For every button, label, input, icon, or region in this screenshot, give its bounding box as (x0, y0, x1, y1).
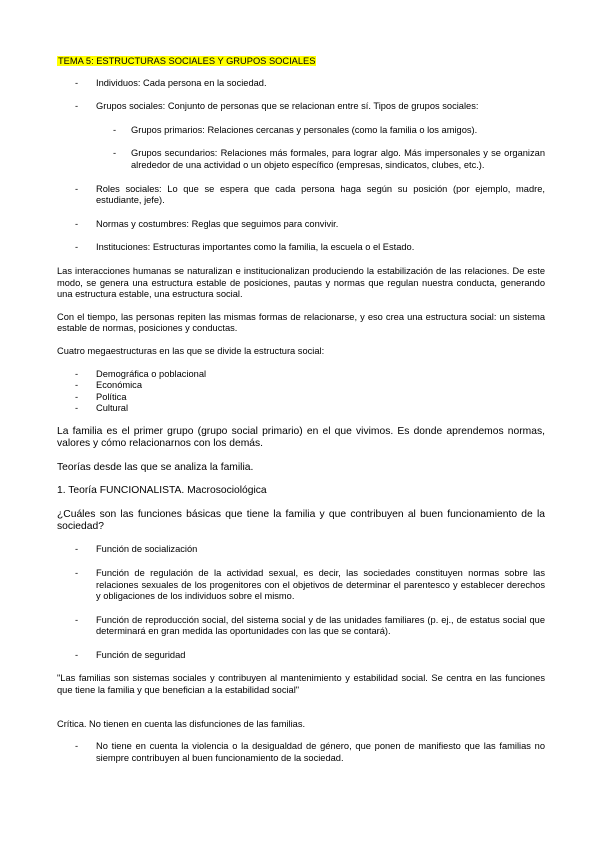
list-item: - Roles sociales: Lo que se espera que cada persona haga según su posición (por ejemplo, madre, estudiante, jefe). (75, 183, 545, 206)
list-item: - No tiene en cuenta la violencia o la desigualdad de género, que ponen de manifiesto que las familias no siempre contribuyen al buen funcionamiento de la sociedad. (75, 741, 545, 763)
paragraph: Con el tiempo, las personas repiten las mismas formas de relacionarse, y eso crea una estructura social: un sistema estable de normas, posiciones y conductas. (57, 311, 545, 334)
megaestructuras-list (57, 369, 545, 415)
question: ¿Cuáles son las funciones básicas que tiene la familia y que contribuyen al buen funcionamiento de la sociedad? (57, 508, 545, 532)
sub-list-item: - Grupos secundarios: Relaciones más formales, para lograr algo. Más impersonales y se organizan alrededor de una actividad o un objeto específico (empresas, sindicatos, clubes, etc.). (113, 148, 545, 170)
list-item: - Función de reproducción social, del sistema social y de las unidades familiares (p. ej., de estatus social que determinará en gran medida las oportunidades con las que se contará). (75, 614, 545, 637)
paragraph: La familia es el primer grupo (grupo social primario) en el que vivimos. Es donde aprendemos normas, valores y cómo relacionarnos con los demás. (57, 425, 545, 450)
document-title: TEMA 5: ESTRUCTURAS SOCIALES Y GRUPOS SOCIALES (58, 56, 316, 66)
list-item: - Función de regulación de la actividad sexual, es decir, las sociedades constituyen normas sobre las relaciones sexuales de los progenitores con el objetivos de determinar el parentesco y establecer derechos y obligaciones de los individuos sobre el mismo. (75, 567, 545, 602)
list-item: - Demográfica o poblacional (75, 368, 207, 379)
section-heading: 1. Teoría FUNCIONALISTA. Macrosociológica (57, 485, 267, 497)
document-page (57, 56, 545, 776)
list-item: - Económica (75, 380, 142, 391)
paragraph: Cuatro megaestructuras en las que se divide la estructura social: (57, 345, 325, 356)
list-item: - Política (75, 391, 127, 402)
list-item: - Grupos sociales: Conjunto de personas que se relacionan entre sí. Tipos de grupos sociales: (75, 101, 479, 112)
paragraph: Crítica. No tienen en cuenta las disfunciones de las familias. (57, 718, 306, 729)
quote: "Las familias son sistemas sociales y contribuyen al mantenimiento y estabilidad social. Se centra en las funciones que tiene la familia y que benefician a la estabilidad social" (57, 673, 545, 696)
paragraph: Las interacciones humanas se naturalizan e institucionalizan produciendo la estabilización de las relaciones. De este modo, se genera una estructura estable de posiciones, pautas y normas que regulan nuestra conducta, generando una estructura estable, una estructura social. (57, 265, 545, 300)
list-item: - Normas y costumbres: Reglas que seguimos para convivir. (75, 218, 339, 229)
list-item: - Instituciones: Estructuras importantes como la familia, la escuela o el Estado. (75, 242, 415, 253)
list-item: - Individuos: Cada persona en la sociedad. (75, 77, 267, 88)
list-item: - Función de socialización (75, 544, 198, 555)
paragraph: Teorías desde las que se analiza la familia. (57, 461, 254, 473)
list-item: - Función de seguridad (75, 649, 186, 660)
list-item: - Cultural (75, 403, 129, 414)
sub-list-item: - Grupos primarios: Relaciones cercanas y personales (como la familia o los amigos). (113, 124, 478, 135)
